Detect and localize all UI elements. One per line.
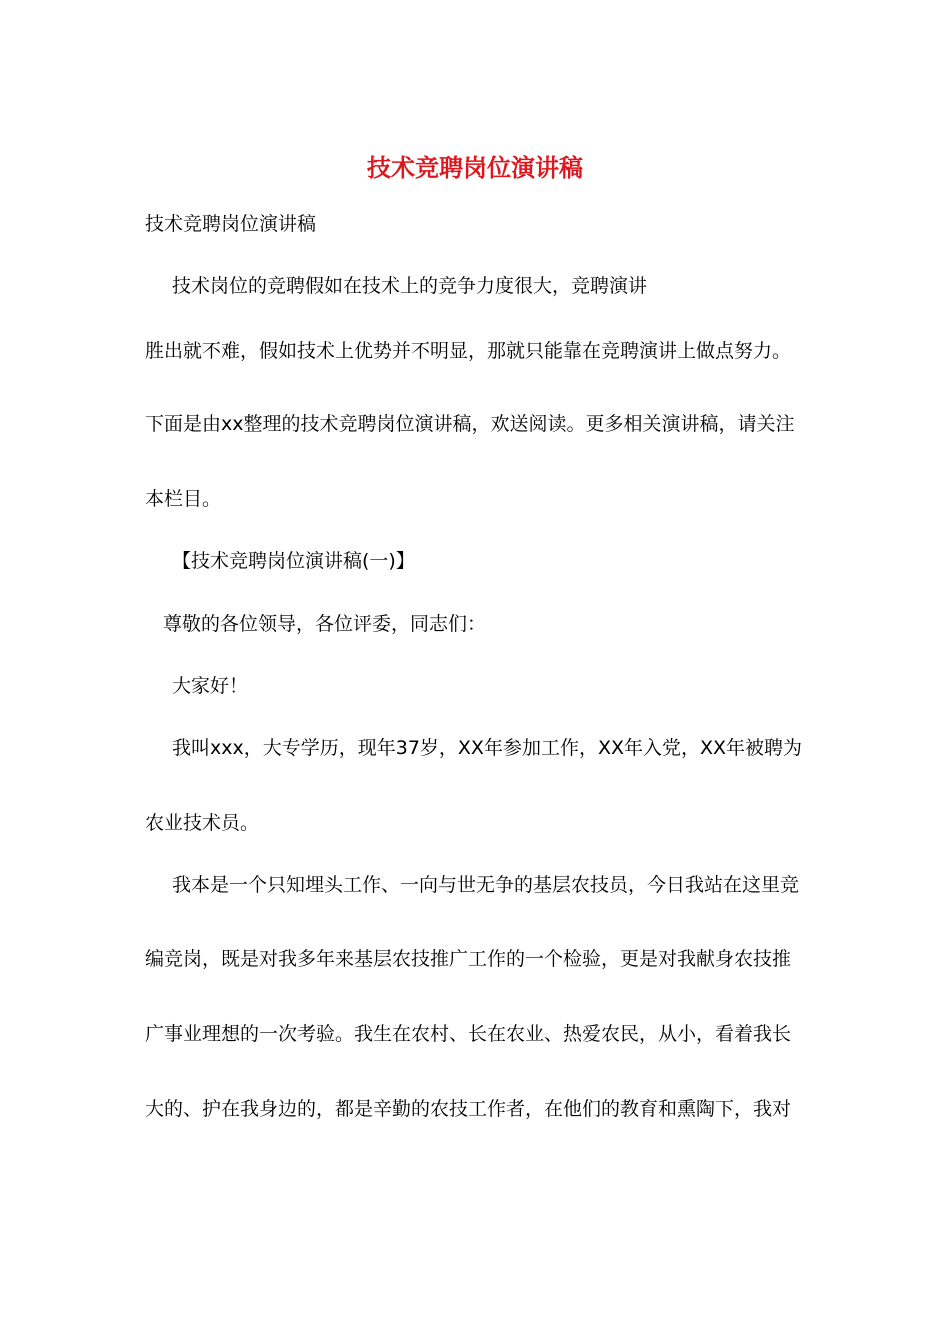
paragraph-line: 大的、护在我身边的，都是辛勤的农技工作者，在他们的教育和熏陶下，我对	[145, 1098, 792, 1120]
paragraph-line: 农业技术员。	[145, 812, 260, 834]
paragraph-line: 本栏目。	[145, 488, 222, 510]
greeting-line: 大家好！	[172, 675, 249, 697]
paragraph-line: 技术岗位的竞聘假如在技术上的竞争力度很大，竞聘演讲	[172, 275, 648, 297]
salutation-line: 尊敬的各位领导，各位评委，同志们：	[163, 613, 487, 635]
section-heading: 【技术竞聘岗位演讲稿(一)】	[172, 550, 415, 572]
paragraph-line: 编竞岗，既是对我多年来基层农技推广工作的一个检验，更是对我献身农技推	[145, 948, 792, 970]
paragraph-line: 下面是由xx整理的技术竞聘岗位演讲稿，欢送阅读。更多相关演讲稿，请关注	[145, 413, 795, 435]
subtitle-line: 技术竞聘岗位演讲稿	[145, 213, 317, 235]
paragraph-line: 胜出就不难，假如技术上优势并不明显，那就只能靠在竞聘演讲上做点努力。	[145, 340, 792, 362]
paragraph-line: 广事业理想的一次考验。我生在农村、长在农业、热爱农民，从小，看着我长	[145, 1023, 792, 1045]
document-title: 技术竞聘岗位演讲稿	[367, 153, 583, 182]
paragraph-line: 我叫xxx，大专学历，现年37岁，XX年参加工作，XX年入党，XX年被聘为	[172, 737, 803, 759]
paragraph-line: 我本是一个只知埋头工作、一向与世无争的基层农技员，今日我站在这里竞	[172, 874, 800, 896]
